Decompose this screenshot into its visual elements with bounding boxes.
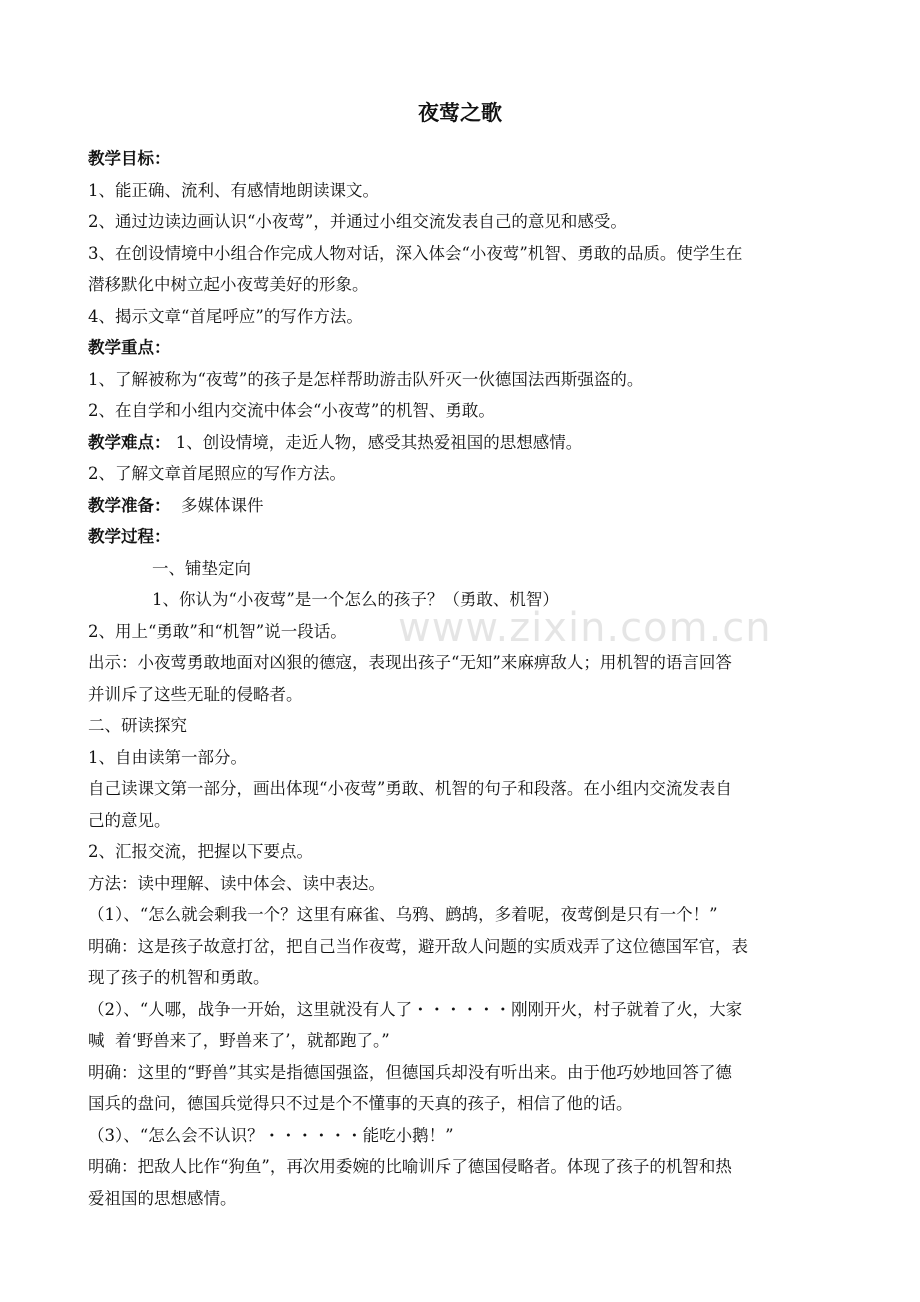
process-line: 己的意见。 [88, 810, 171, 830]
key-point-item: 1、了解被称为“夜莺”的孩子是怎样帮助游击队歼灭一伙德国法西斯强盗的。 [88, 369, 644, 389]
process-line: 出示：小夜莺勇敢地面对凶狠的德寇，表现出孩子“无知”来麻痹敌人；用机智的语言回答 [88, 653, 732, 672]
quote-line: （3）、“怎么会不认识？・・・・・・能吃小鹅！” [88, 1125, 454, 1145]
objective-item: 潜移默化中树立起小夜莺美好的形象。 [88, 275, 369, 294]
key-point-item: 2、在自学和小组内交流中体会“小夜莺”的机智、勇敢。 [88, 401, 495, 420]
preparation-heading: 教学准备： [88, 495, 171, 515]
section-heading: 一、铺垫定向 [152, 558, 251, 578]
objective-item: 4、揭示文章“首尾呼应”的写作方法。 [88, 306, 363, 326]
objective-item: 2、通过边读边画认识“小夜莺”，并通过小组交流发表自己的意见和感受。 [88, 212, 627, 231]
difficulty-item: 1、创设情境，走近人物，感受其热爱祖国的思想感情。 [170, 432, 583, 452]
process-line: 1、你认为“小夜莺”是一个怎么的孩子？（勇敢、机智） [152, 590, 559, 609]
process-line: 1、自由读第一部分。 [88, 747, 247, 767]
process-line: 明确：把敌人比作“狗鱼”，再次用委婉的比喻训斥了德国侵略者。体现了孩子的机智和热 [88, 1157, 732, 1176]
quote-line: （2）、“人哪，战争一开始，这里就没有人了・・・・・・刚刚开火，村子就着了火，大家 [88, 999, 743, 1019]
difficulties-heading: 教学难点： [88, 432, 171, 452]
process-line: 2、用上“勇敢”和“机智”说一段话。 [88, 621, 347, 641]
process-line: 爱祖国的思想感情。 [88, 1188, 237, 1208]
process-line: 方法：读中理解、读中体会、读中表达。 [88, 873, 385, 893]
process-line: 国兵的盘问，德国兵觉得只不过是个不懂事的天真的孩子，相信了他的话。 [88, 1094, 633, 1113]
process-heading: 教学过程： [88, 527, 171, 546]
quote-line: （1）、“怎么就会剩我一个？这里有麻雀、乌鸦、鹧鸪，多着呢，夜莺倒是只有一个！” [88, 905, 718, 924]
difficulty-item: 2、了解文章首尾照应的写作方法。 [88, 464, 346, 483]
document-title: 夜莺之歌 [418, 101, 502, 125]
watermark: www.zixin.com.cn [398, 605, 772, 651]
process-line: 明确：这是孩子故意打岔，把自己当作夜莺，避开敌人问题的实质戏弄了这位德国军官，表 [88, 936, 748, 956]
objectives-heading: 教学目标： [88, 149, 171, 168]
key-points-heading: 教学重点： [88, 338, 171, 357]
process-line: 2、汇报交流，把握以下要点。 [88, 842, 313, 861]
quote-line: 喊 着‘野兽来了，野兽来了’，就都跑了。” [88, 1031, 390, 1050]
process-line: 现了孩子的机智和勇敢。 [88, 968, 270, 987]
objective-item: 3、在创设情境中小组合作完成人物对话，深入体会“小夜莺”机智、勇敢的品质。使学生在 [88, 243, 743, 263]
preparation-value: 多媒体课件 [170, 495, 264, 515]
difficulties-line [88, 427, 848, 459]
document-body [88, 143, 848, 1214]
process-line: 并训斥了这些无耻的侵略者。 [88, 684, 303, 704]
process-line: 自己读课文第一部分，画出体现“小夜莺”勇敢、机智的句子和段落。在小组内交流发表自 [88, 779, 732, 798]
process-line: 明确：这里的“野兽”其实是指德国强盗，但德国兵却没有听出来。由于他巧妙地回答了德 [88, 1062, 732, 1082]
objective-item: 1、能正确、流利、有感情地朗读课文。 [88, 180, 379, 200]
preparation-line [88, 490, 848, 522]
section-heading: 二、研读探究 [88, 716, 187, 735]
